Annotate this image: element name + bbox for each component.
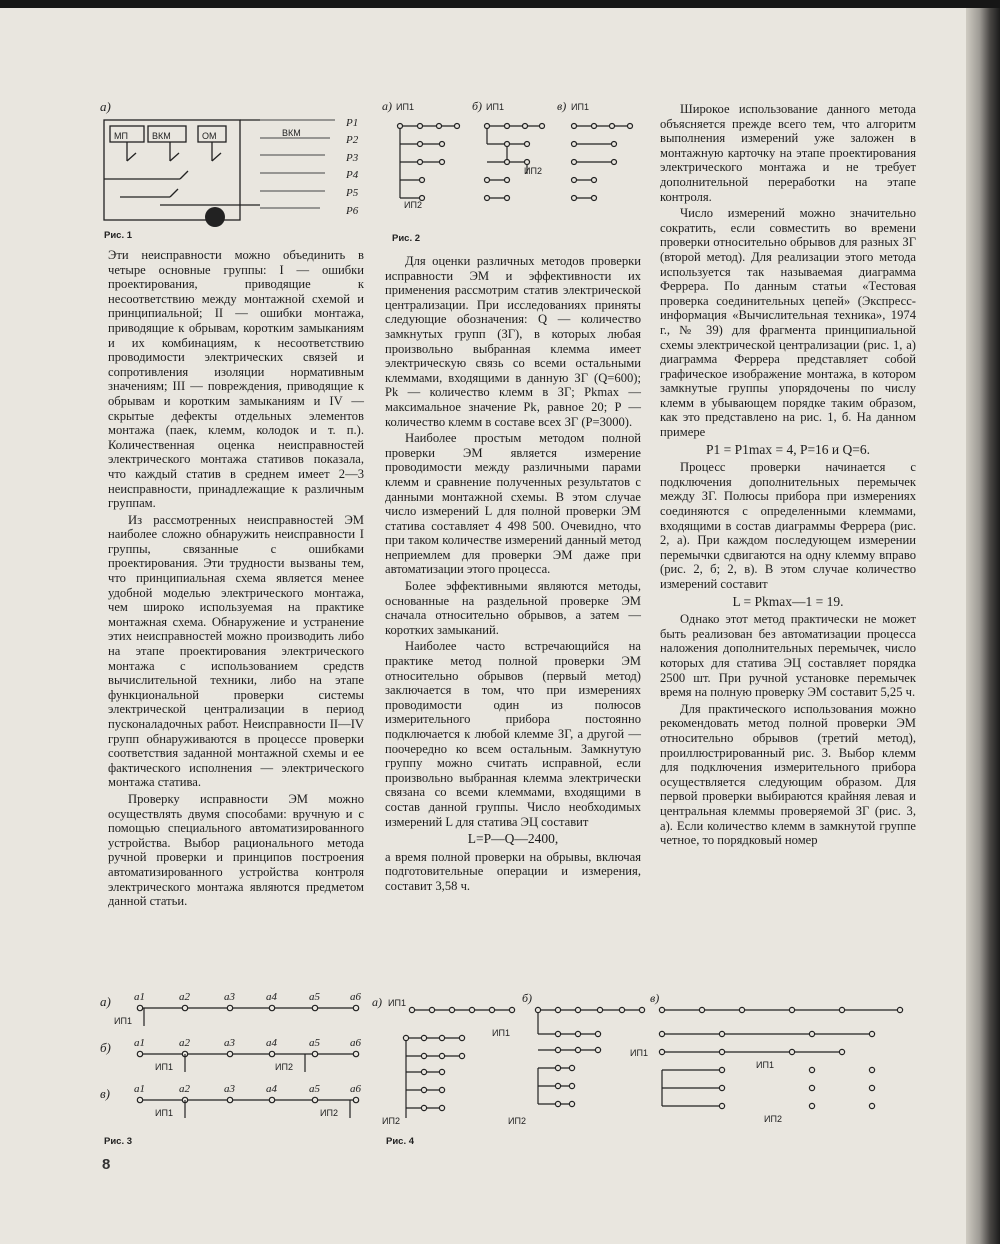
fig1-right-label: Р3 [346, 152, 359, 164]
formula: L = Pkmax—1 = 19. [732, 593, 844, 609]
text-column-2 [385, 254, 641, 896]
fig3-terminal [353, 1051, 358, 1056]
paragraph: Наиболее часто встречающийся на практике метод полной проверки ЭМ относительно обрывов (первый метод) заключается в том, что при измерениях проводимости один из полюсов измерительного прибора постоянно подключается к любой клемме ЗГ, а другой — поочередно ко всем остальным. Замкнутую группу можно считать исправной, если произвольно выбранная клемма электрически связана со всеми клеммами, входящими в состав данной группы. Число необходимых измерений L для статива ЭЦ составит [385, 639, 641, 829]
fig3-terminal [312, 1097, 317, 1102]
fig1-right-label: ВКМ [282, 128, 301, 138]
fig2-probe-label: ИП2 [404, 200, 422, 210]
fig3-panel-label: а) [100, 994, 111, 1009]
fig3-terminal [312, 1051, 317, 1056]
fig3-terminal [227, 1005, 232, 1010]
fig3-terminal-label: a4 [266, 991, 277, 1003]
fig3-terminal-label: a5 [309, 1037, 320, 1049]
paragraph: Для оценки различных методов проверки исправности ЭМ и эффективности их применения рассмотрим статив электрической централизации. При исследованиях приняты следующие обозначения: Q — количество замкнутых групп (ЗГ), в которых любая произвольно выбранная клемма имеет электрическую связь со всеми остальными клеммами, входящими в данную ЗГ (Q=600); Pk — количество клемм в ЗГ; Pkmax — максимальное значение Pk, равное 20; P — количество клемм в составе всех ЗГ (P=3000). [385, 254, 641, 429]
paragraph: Проверку исправности ЭМ можно осуществлять двумя способами: вручную и с помощью специального автоматизированного устройства. Выбор рационального метода ручной проверки и принципов построения автоматизированного устройства контроля электрического монтажа являются предметом данной статьи. [108, 791, 364, 909]
fig2-probe-label: ИП1 [571, 102, 589, 112]
fig3-panel-label: в) [100, 1086, 110, 1101]
figure-1-circuit [100, 93, 370, 233]
fig3-terminal-label: a1 [134, 991, 145, 1003]
fig4-probe-label: ИП1 [492, 1028, 510, 1038]
fig3-terminal [269, 1051, 274, 1056]
page-number: 8 [102, 1156, 111, 1173]
figure-3-terminal-chains [100, 986, 370, 1136]
paragraph: а время полной проверки на обрывы, включая подготовительные операции и измерения, составит 3,58 ч. [385, 849, 641, 893]
fig1-box-label: МП [114, 131, 128, 141]
fig1-right-label: Р4 [346, 169, 359, 181]
fig4-probe-label: ИП2 [382, 1116, 400, 1126]
paragraph: Процесс проверки начинается с подключения дополнительных перемычек между ЗГ. Полюсы прибора при измерениях соединяются с определенными клеммами, входящими в состав диаграммы Феррера (рис. 2, а). При каждом последующем измерении перемычки сдвигаются на одну клемму вправо (рис. 2, б; 2, в). В этом случае количество измерений составит [660, 460, 916, 591]
fig3-terminal [353, 1005, 358, 1010]
paragraph: Число измерений можно значительно сократить, если совместить во времени проверки относительно обрывов для разных ЗГ (второй метод). Для реализации этого метода используется так называемая диаграмма Феррера. По данным статьи «Тестовая проверка соединительных цепей» (Экспресс-информация «Вычислительная техника», 1974 г., № 39) для фрагмента принципиальной схемы электрической централизации (рис. 1, а) диаграмма Феррера представляет собой графическое изображение монтажа, в котором замкнутые группы упорядочены по числу клемм в убывающем порядке таким образом, как это представлено на рис. 1, б. На данном примере [660, 206, 916, 440]
fig4-probe-label: ИП1 [630, 1048, 648, 1058]
fig3-terminal-label: a6 [350, 991, 361, 1003]
formula: P1 = P1max = 4, P=16 и Q=6. [705, 441, 871, 457]
fig2-panel-label: б) [472, 99, 483, 113]
fig3-terminal-label: a3 [224, 991, 235, 1003]
fig3-terminal [137, 1051, 142, 1056]
text-column-1 [108, 248, 364, 911]
fig2-probe-label: ИП2 [524, 166, 542, 176]
paragraph: Для практического использования можно рекомендовать метод полной проверки ЭМ относительно обрывов (третий метод), проиллюстрированный рис. 3. Выбор клемм для подключения измерительного прибора осуществляется следующим образом. Для первой проверки выбираются крайняя левая и центральная клеммы проверяемой ЗГ (рис. 3, а). Если количество клемм в замкнутой группе четное, то порядковый номер [660, 701, 916, 848]
fig3-terminal [137, 1097, 142, 1102]
fig3-terminal-label: a4 [266, 1037, 277, 1049]
fig3-terminal-label: a2 [179, 1083, 190, 1095]
fig3-terminal [137, 1005, 142, 1010]
formula: L=P—Q—2400, [467, 831, 559, 847]
fig3-terminal [312, 1005, 317, 1010]
fig1-box-label: ВКМ [152, 131, 171, 141]
fig3-probe-label: ИП2 [320, 1108, 338, 1118]
magazine-page [0, 8, 966, 1244]
fig2-caption: Рис. 2 [392, 233, 421, 244]
fig1-right-label: Р1 [346, 117, 359, 129]
fig3-terminal-label: a6 [350, 1083, 361, 1095]
fig1-right-label: Р6 [346, 205, 359, 217]
fig2-probe-label: ИП1 [486, 102, 504, 112]
fig1-right-label: Р2 [346, 134, 359, 146]
paragraph: Однако этот метод практически не может быть реализован без автоматизации процесса наложения дополнительных перемычек, число которых для статива ЭЦ составляет порядка 2500 шт. При ручной установке перемычек время на полную проверку ЭМ составит 5,25 ч. [660, 612, 916, 700]
fig3-terminal [227, 1097, 232, 1102]
top-edge [0, 0, 1000, 8]
fig3-terminal-label: a5 [309, 1083, 320, 1095]
fig4-panel-label: а) [372, 995, 382, 1009]
paragraph: Наиболее простым методом полной проверки ЭМ является измерение проводимости между различными парами клемм и сравнение полученных результатов с данными монтажной схемы. В этом случае число измерений L для полной проверки ЭМ статива составляет 4 498 500. Очевидно, что при таком количестве измерений данный метод неприемлем для проверки ЭМ даже при автоматизации этого процесса. [385, 431, 641, 577]
fig3-probe-label: ИП1 [155, 1108, 173, 1118]
fig3-terminal-label: a5 [309, 991, 320, 1003]
fig3-terminal-label: a2 [179, 991, 190, 1003]
fig3-probe-label: ИП1 [114, 1016, 132, 1026]
fig3-terminal-label: a3 [224, 1037, 235, 1049]
paragraph: Из рассмотренных неисправностей ЭМ наиболее сложно обнаружить неисправности I группы, связанные с ошибками проектирования. Эти трудности вызваны тем, что принципиальная схема является менее удобной моделью электрического монтажа, чем широко используемая на практике монтажная схема. Обнаружение и устранение этих неисправностей можно производить либо на этапе проектирования электрического монтажа с использованием средств вычислительной техники, либо на этапе функциональной проверки системы электрической централизации в период пусконаладочных работ. Неисправности II—IV групп обнаруживаются в процессе проверки соответствия заданной монтажной схемы и ее фактического исполнения — электрического монтажа статива. [108, 512, 364, 790]
fig1-right-label: Р5 [346, 187, 359, 199]
fig3-caption: Рис. 3 [104, 1136, 133, 1147]
fig1-caption: Рис. 1 [104, 230, 133, 241]
fig4-panel-label: б) [522, 991, 533, 1005]
fig4-probe-label: ИП1 [388, 998, 406, 1008]
figure-4-closed-groups [372, 988, 912, 1138]
fig4-caption: Рис. 4 [386, 1136, 415, 1147]
fig2-panel-label: в) [557, 99, 567, 113]
fig2-panel-label: а) [382, 99, 392, 113]
paragraph: Более эффективными являются методы, основанные на раздельной проверке ЭМ сначала относительно обрывов, а затем — коротких замыканий. [385, 579, 641, 637]
fig3-terminal-label: a2 [179, 1037, 190, 1049]
fig3-panel-label: б) [100, 1040, 111, 1055]
fig3-terminal [182, 1005, 187, 1010]
fig3-probe-label: ИП2 [275, 1062, 293, 1072]
fig3-terminal [269, 1097, 274, 1102]
fig4-probe-label: ИП1 [756, 1060, 774, 1070]
fig4-probe-label: ИП2 [764, 1114, 782, 1124]
fig3-terminal-label: a1 [134, 1083, 145, 1095]
text-column-3 [660, 102, 916, 850]
fig3-terminal-label: a4 [266, 1083, 277, 1095]
fig3-terminal-label: a6 [350, 1037, 361, 1049]
fig3-terminal-label: a1 [134, 1037, 145, 1049]
fig3-probe-label: ИП1 [155, 1062, 173, 1072]
paragraph: Широкое использование данного метода объясняется прежде всего тем, что алгоритм выполнения измерений уже заложен в монтажную карточку на этапе проектирования электрического монтажа и не требует дополнительной переработки на этапе контроля. [660, 102, 916, 204]
fig2-probe-label: ИП1 [396, 102, 414, 112]
fig4-panel-label: в) [650, 991, 660, 1005]
fig1-panel-label: а) [100, 99, 111, 114]
paragraph: Эти неисправности можно объединить в четыре основные группы: I — ошибки проектирования, приводящие к несоответствию между монтажной схемой и принципиальной; II — ошибки монтажа, приводящие к обрывам, коротким замыканиям и их комбинациям, к несоответствию проводимости электрических связей и сопротивления изоляции нормативным значениям; III — повреждения, приводящие к обрывам и коротким замыканиям и IV — скрытые дефекты отдельных элементов монтажа (паек, клемм, колодок и т. п.). Количественная оценка неисправностей электрического монтажа стативов показала, что каждый статив в среднем имеет 2—3 неисправности, принадлежащие к различным группам. [108, 248, 364, 511]
fig3-terminal-label: a3 [224, 1083, 235, 1095]
fig3-terminal [269, 1005, 274, 1010]
binding-edge [966, 8, 1000, 1244]
figure-2-ferrer-diagram [382, 96, 642, 226]
fig3-terminal [353, 1097, 358, 1102]
fig3-terminal [227, 1051, 232, 1056]
fig1-box-label: ОМ [202, 131, 217, 141]
fig4-probe-label: ИП2 [508, 1116, 526, 1126]
